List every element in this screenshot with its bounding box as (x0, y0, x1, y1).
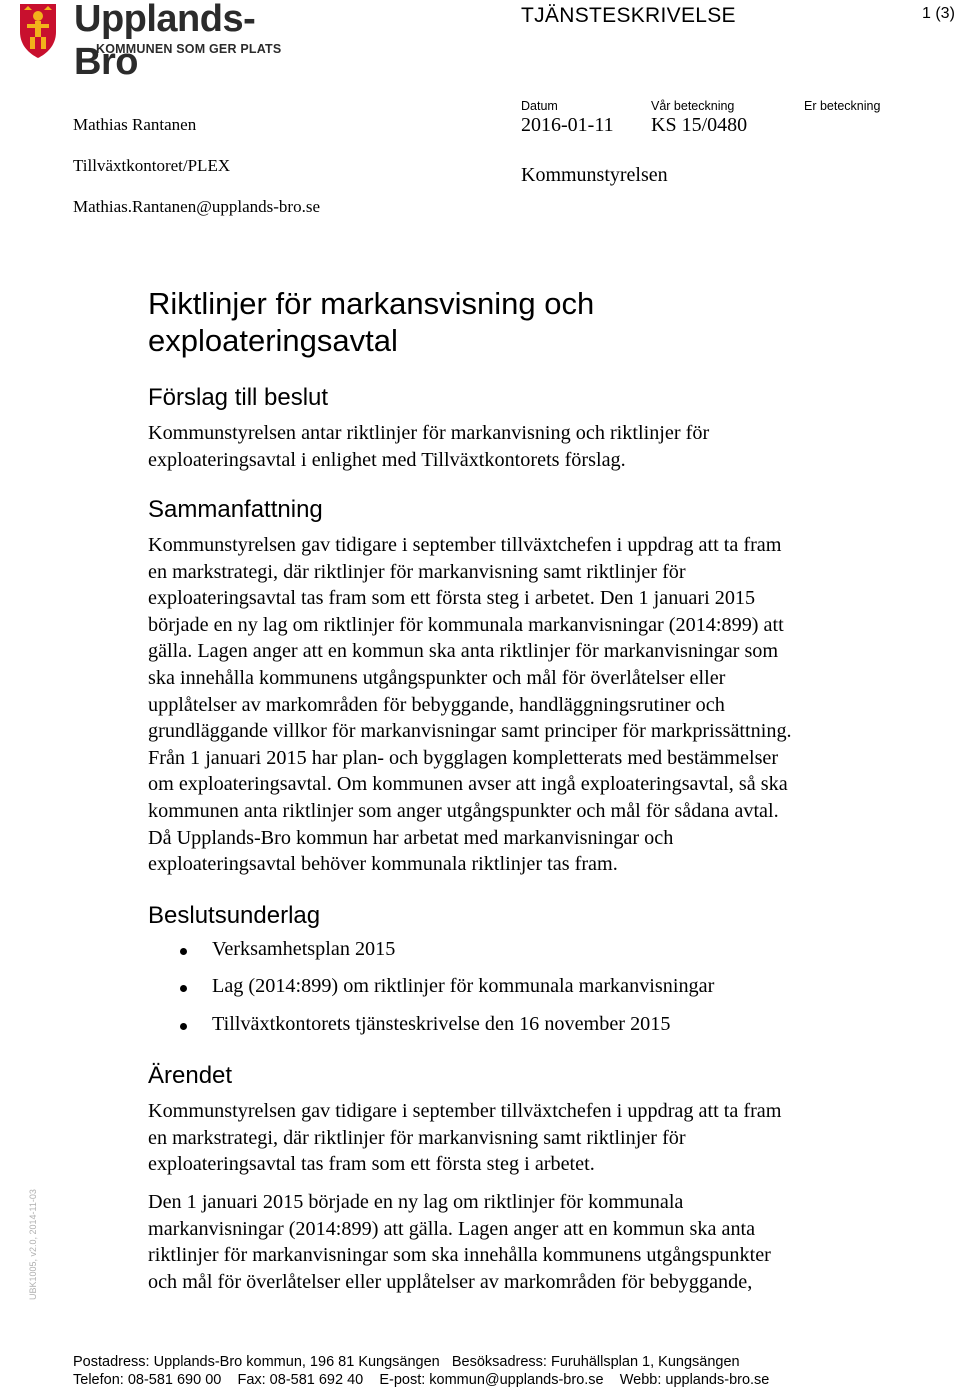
page-number: 1 (3) (922, 5, 955, 22)
text-line: en markstrategi, där riktlinjer för markanvisning samt riktlinjer för (148, 1126, 686, 1149)
text-line: markanvisningar (2014:899) att gälla. Lagen anger att en kommun ska anta (148, 1217, 756, 1240)
recipient: Kommunstyrelsen (521, 164, 668, 186)
section-heading-beslutsunderlag: Beslutsunderlag (148, 902, 321, 929)
bullet-icon (180, 1023, 187, 1030)
author-name: Mathias Rantanen (73, 115, 197, 134)
text-line: exploateringsavtal i enlighet med Tillväxtkontorets förslag. (148, 448, 626, 471)
arendet-paragraph-2 (148, 1189, 848, 1295)
section-heading-forslag: Förslag till beslut (148, 384, 329, 411)
section-heading-arendet: Ärendet (148, 1062, 233, 1089)
bullet-icon (180, 985, 187, 992)
sammanfattning-paragraph (148, 532, 848, 878)
footer-address: Postadress: Upplands-Bro kommun, 196 81 Kungsängen Besöksadress: Furuhällsplan 1, Kungsängen (73, 1354, 740, 1370)
text-line: gälla. Lagen anger att en kommun ska anta riktlinjer för markanvisningar som (148, 640, 779, 663)
text-line: exploateringsavtal tas fram som ett första steg i arbetet. Den 1 januari 2015 (148, 587, 756, 610)
text-line: riktlinjer för markanvisningar som ska innehålla kommunens utgångspunkter (148, 1244, 771, 1267)
text-line: Kommunstyrelsen gav tidigare i september tillväxtchefen i uppdrag att ta fram (148, 534, 782, 556)
text-line: exploateringsavtal tas fram som ett första steg i arbetet. (148, 1153, 595, 1176)
title-line: Riktlinjer för markansvisning och (148, 286, 595, 321)
forslag-paragraph (148, 420, 848, 473)
datum-label: Datum (521, 99, 558, 113)
footer-contact: Telefon: 08-581 690 00 Fax: 08-581 692 40 E-post: kommun@upplands-bro.se Webb: upplands-bro.se (73, 1372, 770, 1388)
document-type: TJÄNSTESKRIVELSE (521, 4, 736, 27)
author-office: Tillväxtkontoret/PLEX (73, 156, 231, 175)
text-line: om exploateringsavtal. Om kommunen avser att ingå exploateringsavtal, så ska (148, 773, 788, 796)
text-line: en markstrategi, där riktlinjer för markanvisning samt riktlinjer för (148, 560, 686, 583)
var-beteckning-value: KS 15/0480 (651, 114, 748, 136)
municipality-logo (18, 0, 308, 83)
text-line: kommunen anta riktlinjer som anger utgångspunkter och mål för sådana avtal. (148, 799, 779, 822)
text-line: Den 1 januari 2015 började en ny lag om riktlinjer för kommunala (148, 1191, 684, 1213)
text-line: och mål för överlåtelser eller upplåtelser av markområden för bebyggande, (148, 1270, 753, 1293)
text-line: exploateringsavtal behöver kommunala riktlinjer tas fram. (148, 853, 618, 876)
logo-wordmark: Upplands-Bro (74, 0, 256, 83)
list-item: Lag (2014:899) om riktlinjer för kommunala markanvisningar (212, 975, 715, 997)
text-line: Kommunstyrelsen antar riktlinjer för markanvisning och riktlinjer för (148, 422, 710, 444)
bullet-icon (180, 948, 187, 955)
logo-tagline: KOMMUNEN SOM GER PLATS (96, 42, 282, 56)
title-line: exploateringsavtal (148, 323, 398, 358)
text-line: Från 1 januari 2015 har plan- och bygglagen kompletterats med bestämmelser (148, 746, 779, 769)
page-title (148, 285, 848, 359)
text-line: började en ny lag om riktlinjer för kommunala markanvisningar (2014:899) att (148, 613, 784, 636)
list-item: Tillväxtkontorets tjänsteskrivelse den 16 november 2015 (212, 1013, 671, 1035)
template-code: UBK1005, v2.0, 2014-11-03 (28, 1189, 38, 1300)
text-line: ska innehålla kommunens utgångspunkter och mål för överlåtelser eller (148, 666, 726, 689)
list-item: Verksamhetsplan 2015 (212, 938, 396, 960)
author-email: Mathias.Rantanen@upplands-bro.se (73, 197, 320, 216)
arendet-paragraph-1 (148, 1098, 848, 1178)
text-line: grundläggande villkor för markanvisningar samt principer för markprissättning. (148, 720, 792, 743)
var-beteckning-label: Vår beteckning (651, 99, 735, 113)
section-heading-sammanfattning: Sammanfattning (148, 496, 323, 523)
text-line: upplåtelser av markområden för bebyggande, handläggningsrutiner och (148, 693, 725, 716)
text-line: Kommunstyrelsen gav tidigare i september tillväxtchefen i uppdrag att ta fram (148, 1100, 782, 1122)
text-line: Då Upplands-Bro kommun har arbetat med markanvisningar och (148, 826, 674, 849)
datum-value: 2016-01-11 (521, 114, 614, 136)
er-beteckning-label: Er beteckning (804, 99, 881, 113)
